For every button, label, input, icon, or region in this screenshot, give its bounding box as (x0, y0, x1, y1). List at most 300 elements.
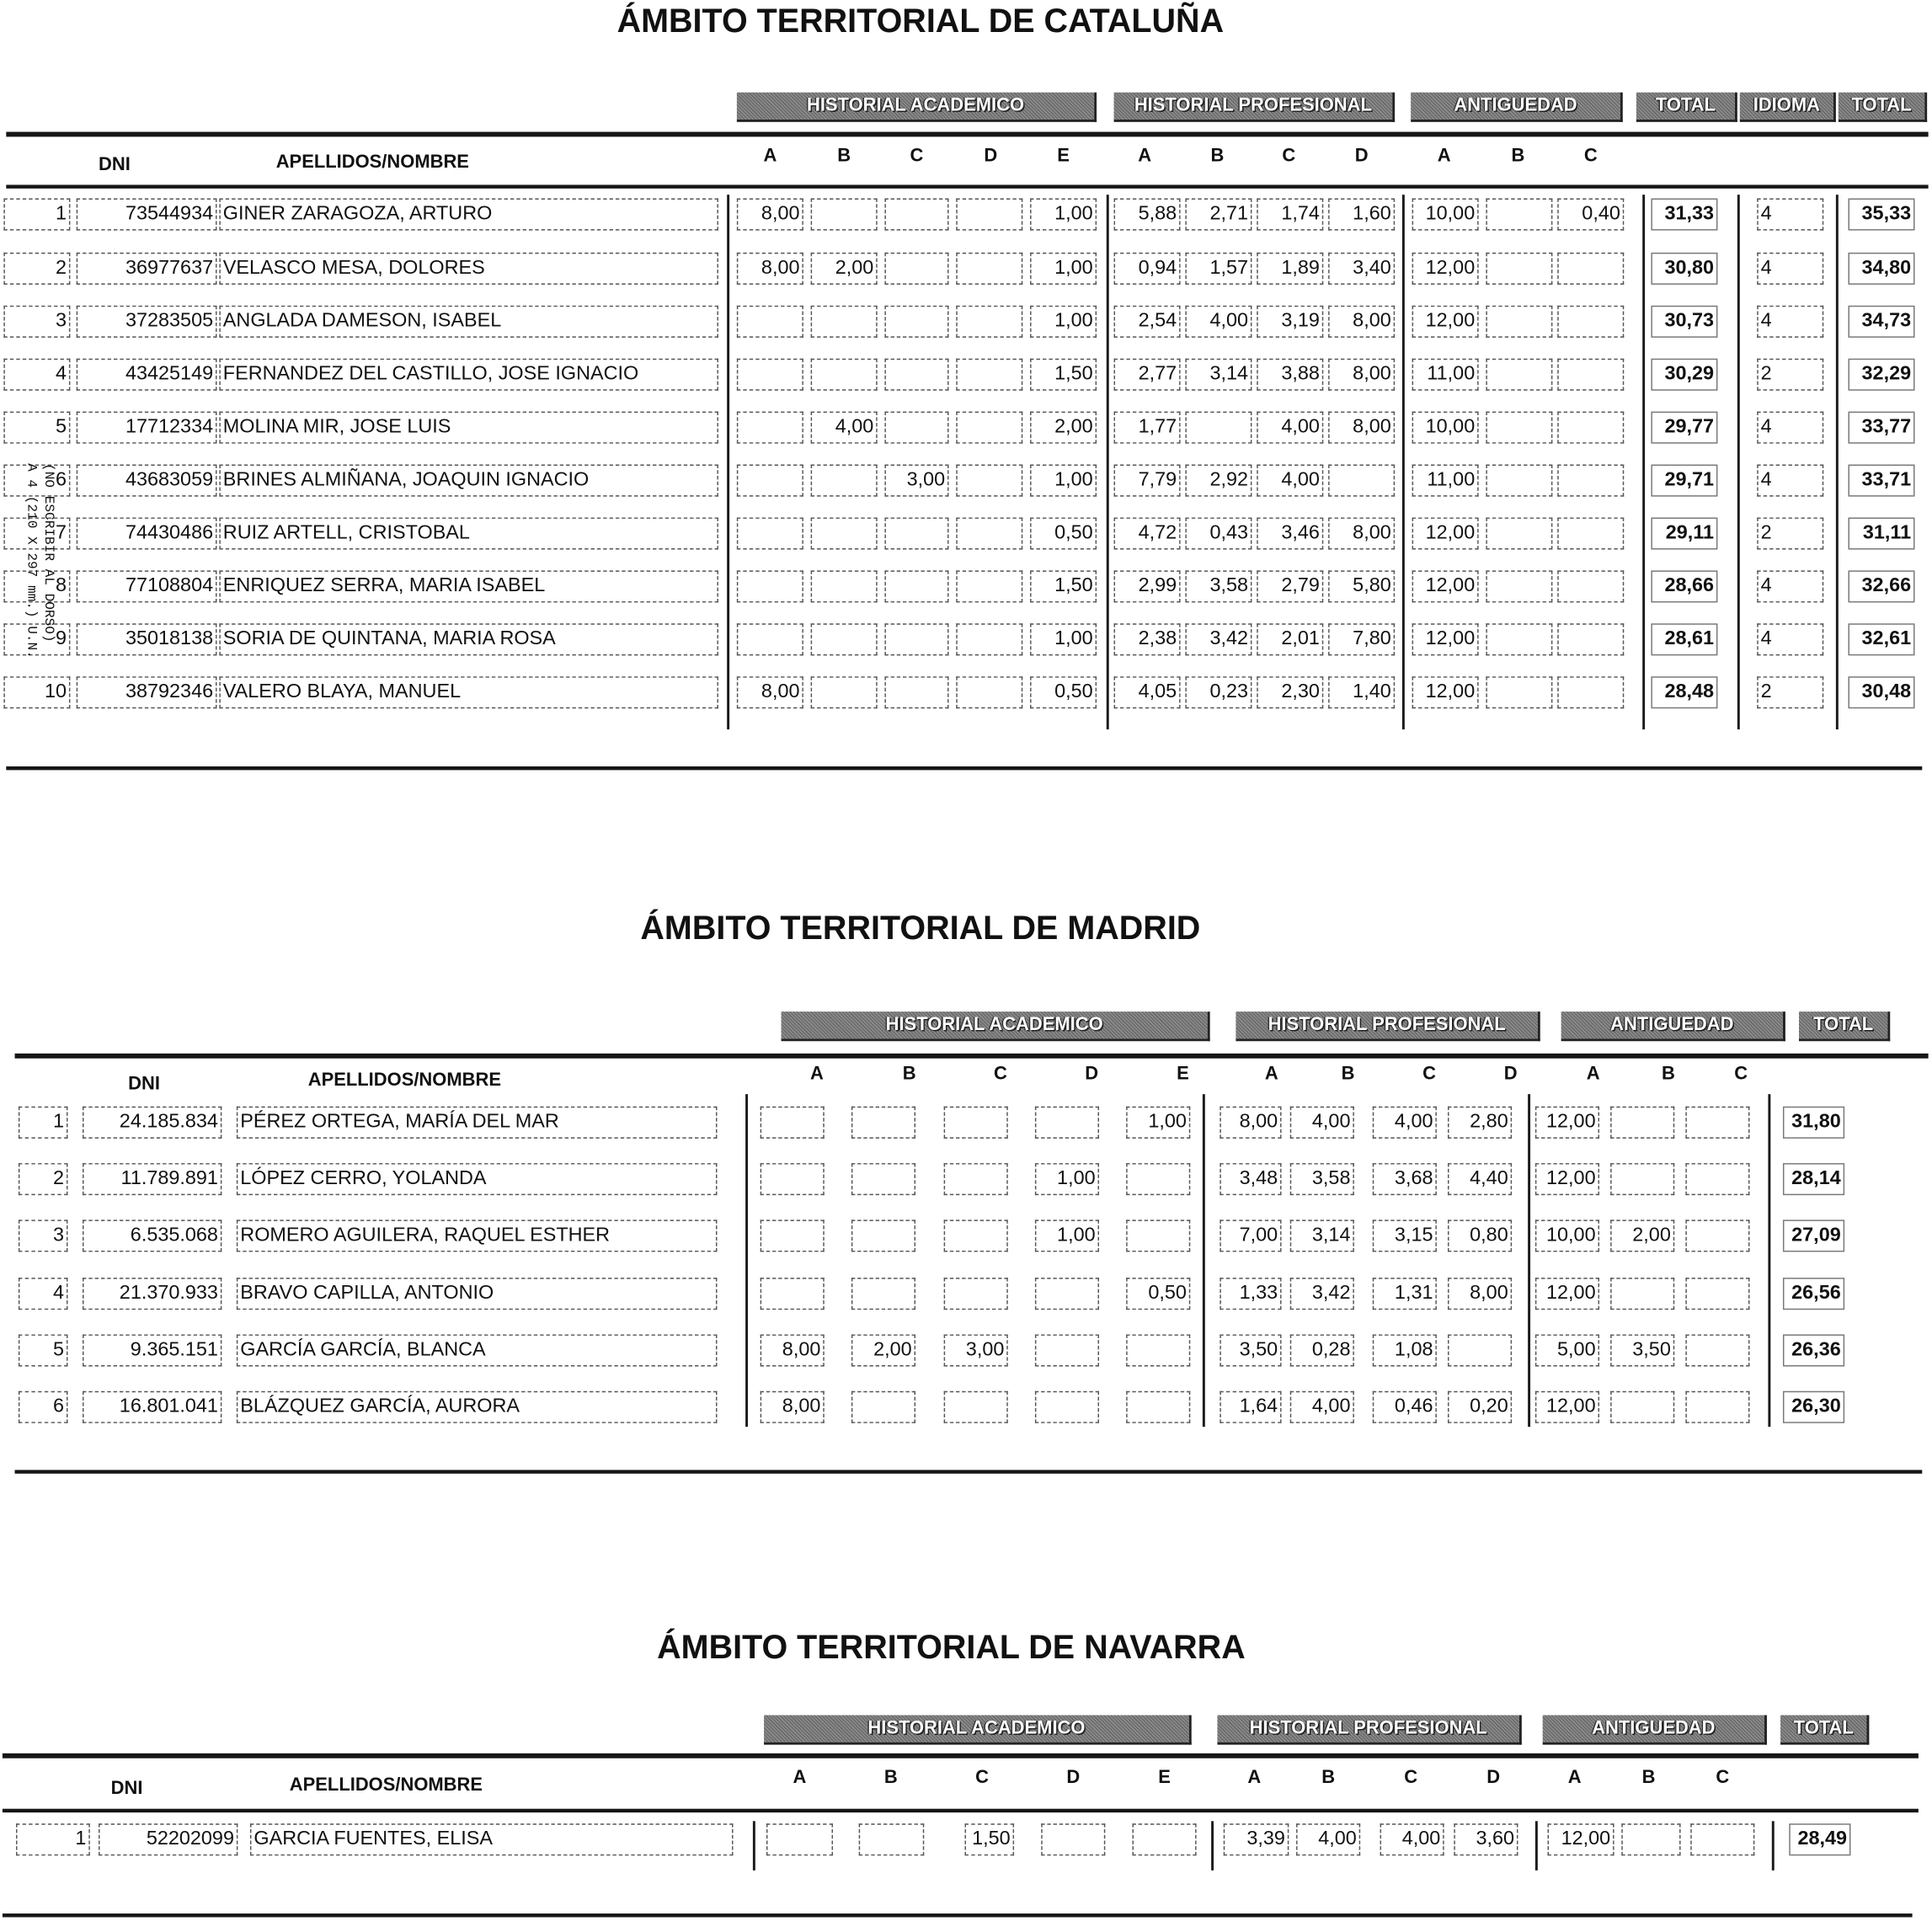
score-cell (944, 1391, 1008, 1423)
column-letter: C (1716, 1766, 1730, 1788)
score-cell: 2,00 (1610, 1220, 1674, 1252)
score-cell: 2,80 (1448, 1107, 1512, 1139)
score-cell: 4,40 (1448, 1163, 1512, 1195)
score-cell (884, 570, 948, 602)
score-cell: 1,50 (1030, 359, 1097, 391)
score-cell: 1,00 (1035, 1220, 1099, 1252)
header-rule (6, 132, 1928, 137)
score-cell (851, 1107, 915, 1139)
dni-cell: 17712334 (77, 412, 217, 444)
score-cell (1486, 623, 1552, 655)
column-letter: D (1486, 1766, 1501, 1788)
name-cell: LÓPEZ CERRO, YOLANDA (237, 1163, 718, 1195)
score-cell (1126, 1391, 1190, 1423)
column-group-header: HISTORIAL PROFESIONAL (1236, 1011, 1540, 1041)
column-letter: B (902, 1063, 916, 1085)
score-cell (1610, 1107, 1674, 1139)
score-cell (1557, 465, 1624, 497)
score-cell: 1,00 (1030, 253, 1097, 285)
score-cell (859, 1823, 925, 1855)
column-divider (1107, 195, 1109, 729)
name-cell: VALERO BLAYA, MANUEL (219, 676, 718, 708)
row-number: 5 (19, 1334, 68, 1366)
score-cell: 8,00 (1328, 517, 1395, 549)
header-rule (6, 184, 1928, 188)
header-rule (15, 1054, 1929, 1059)
column-letter: B (883, 1766, 898, 1788)
score-cell: 11,00 (1412, 359, 1479, 391)
score-cell: 0,50 (1030, 517, 1097, 549)
score-cell: 5,88 (1114, 199, 1181, 231)
score-cell: 3,15 (1373, 1220, 1437, 1252)
section-bottom-rule (15, 1470, 1923, 1473)
score-cell: 4,00 (811, 412, 878, 444)
column-divider (1772, 1821, 1775, 1871)
score-cell: 12,00 (1535, 1391, 1599, 1423)
name-header: APELLIDOS/NOMBRE (289, 1774, 483, 1796)
score-cell: 12,00 (1412, 676, 1479, 708)
score-cell: 2,79 (1257, 570, 1323, 602)
score-cell: 3,46 (1257, 517, 1323, 549)
dni-cell: 36977637 (77, 253, 217, 285)
score-cell (1486, 676, 1552, 708)
row-number: 10 (3, 676, 70, 708)
score-cell: 4,00 (1290, 1107, 1354, 1139)
score-cell: 3,00 (884, 465, 948, 497)
score-cell: 2,01 (1257, 623, 1323, 655)
score-cell (944, 1163, 1008, 1195)
row-number: 1 (3, 199, 70, 231)
name-header: APELLIDOS/NOMBRE (275, 151, 469, 173)
idioma-cell: 2 (1757, 676, 1823, 708)
score-cell (1685, 1278, 1749, 1310)
score-cell: 1,50 (965, 1823, 1015, 1855)
score-cell (1035, 1278, 1099, 1310)
name-header: APELLIDOS/NOMBRE (307, 1069, 501, 1091)
row-number: 7 (3, 517, 70, 549)
section-title: ÁMBITO TERRITORIAL DE NAVARRA (657, 1629, 1246, 1666)
column-letter: D (1503, 1063, 1518, 1085)
score-cell (1486, 570, 1552, 602)
column-divider (1737, 195, 1740, 729)
score-cell: 4,05 (1114, 676, 1181, 708)
total-cell: 29,77 (1651, 412, 1717, 444)
name-cell: FERNANDEZ DEL CASTILLO, JOSE IGNACIO (219, 359, 718, 391)
score-cell (1685, 1334, 1749, 1366)
score-cell: 0,46 (1373, 1391, 1437, 1423)
score-cell: 1,60 (1328, 199, 1395, 231)
score-cell (956, 517, 1022, 549)
score-cell (884, 412, 948, 444)
total-cell: 28,49 (1789, 1823, 1850, 1855)
score-cell (811, 570, 878, 602)
score-cell (884, 517, 948, 549)
score-cell: 4,00 (1257, 465, 1323, 497)
score-cell (1035, 1334, 1099, 1366)
score-cell: 8,00 (1448, 1278, 1512, 1310)
score-cell (1486, 465, 1552, 497)
dni-cell: 73544934 (77, 199, 217, 231)
column-letter: A (1586, 1063, 1600, 1085)
column-letter: E (1177, 1063, 1189, 1085)
score-cell: 0,80 (1448, 1220, 1512, 1252)
column-letter: D (1066, 1766, 1081, 1788)
score-cell: 8,00 (761, 1334, 825, 1366)
column-letter: B (1341, 1063, 1355, 1085)
score-cell: 2,38 (1114, 623, 1181, 655)
column-letter: A (793, 1766, 807, 1788)
score-cell (851, 1163, 915, 1195)
column-letter: B (1661, 1063, 1675, 1085)
score-cell (1685, 1391, 1749, 1423)
row-number: 5 (3, 412, 70, 444)
score-cell: 3,60 (1454, 1823, 1518, 1855)
column-group-header: TOTAL (1636, 93, 1737, 122)
score-cell: 4,00 (1380, 1823, 1444, 1855)
idioma-cell: 4 (1757, 412, 1823, 444)
score-cell (1557, 306, 1624, 338)
score-cell: 3,00 (944, 1334, 1008, 1366)
header-rule (3, 1809, 1919, 1812)
column-letter: A (810, 1063, 824, 1085)
score-cell (956, 623, 1022, 655)
score-cell: 8,00 (737, 199, 803, 231)
total-cell: 26,30 (1783, 1391, 1844, 1423)
score-cell: 3,50 (1220, 1334, 1281, 1366)
score-cell (956, 676, 1022, 708)
column-letter: C (994, 1063, 1007, 1085)
score-cell (1035, 1107, 1099, 1139)
score-cell (851, 1278, 915, 1310)
name-cell: ANGLADA DAMESON, ISABEL (219, 306, 718, 338)
total-cell: 28,61 (1651, 623, 1717, 655)
row-number: 6 (19, 1391, 68, 1423)
column-group-header: HISTORIAL ACADEMICO (737, 93, 1097, 122)
column-letter: B (1511, 145, 1525, 167)
score-cell (884, 676, 948, 708)
dni-cell: 77108804 (77, 570, 217, 602)
score-cell: 1,77 (1114, 412, 1181, 444)
idioma-cell: 4 (1757, 465, 1823, 497)
name-cell: PÉREZ ORTEGA, MARÍA DEL MAR (237, 1107, 718, 1139)
column-group-header: HISTORIAL ACADEMICO (764, 1716, 1192, 1745)
score-cell: 12,00 (1412, 623, 1479, 655)
total-cell: 26,56 (1783, 1278, 1844, 1310)
score-cell (1557, 570, 1624, 602)
score-cell: 7,80 (1328, 623, 1395, 655)
dni-cell: 52202099 (99, 1823, 237, 1855)
dni-header: DNI (128, 1073, 160, 1095)
score-cell (1486, 517, 1552, 549)
score-cell: 4,00 (1373, 1107, 1437, 1139)
row-number: 4 (3, 359, 70, 391)
score-cell (1035, 1391, 1099, 1423)
column-divider (1642, 195, 1645, 729)
row-number: 2 (3, 253, 70, 285)
idioma-cell: 4 (1757, 306, 1823, 338)
score-cell (851, 1220, 915, 1252)
score-cell (1557, 359, 1624, 391)
score-cell: 3,14 (1185, 359, 1252, 391)
score-cell: 0,94 (1114, 253, 1181, 285)
total-cell: 30,48 (1849, 676, 1915, 708)
side-note-size: A 4 (210 X 297 mm.) U.N. (23, 463, 39, 659)
score-cell (1041, 1823, 1105, 1855)
score-cell (1133, 1823, 1197, 1855)
score-cell: 3,88 (1257, 359, 1323, 391)
section-bottom-rule (3, 1913, 1913, 1917)
column-divider (1535, 1821, 1538, 1871)
score-cell (1328, 465, 1395, 497)
score-cell (956, 253, 1022, 285)
score-cell (761, 1220, 825, 1252)
score-cell: 2,92 (1185, 465, 1252, 497)
score-cell: 11,00 (1412, 465, 1479, 497)
score-cell (737, 359, 803, 391)
column-letter: B (1321, 1766, 1336, 1788)
score-cell: 1,08 (1373, 1334, 1437, 1366)
column-letter: C (1583, 145, 1598, 167)
total-cell: 34,73 (1849, 306, 1915, 338)
score-cell (737, 306, 803, 338)
column-group-header: TOTAL (1799, 1011, 1890, 1041)
score-cell: 8,00 (1328, 306, 1395, 338)
score-cell: 1,00 (1035, 1163, 1099, 1195)
column-divider (1402, 195, 1405, 729)
score-cell (1557, 623, 1624, 655)
dni-cell: 74430486 (77, 517, 217, 549)
score-cell (884, 253, 948, 285)
score-cell: 3,42 (1290, 1278, 1354, 1310)
score-cell (1126, 1163, 1190, 1195)
total-cell: 31,33 (1651, 199, 1717, 231)
total-cell: 30,80 (1651, 253, 1717, 285)
total-cell: 32,61 (1849, 623, 1915, 655)
score-cell: 10,00 (1412, 199, 1479, 231)
column-group-header: HISTORIAL PROFESIONAL (1114, 93, 1396, 122)
column-group-header: ANTIGUEDAD (1561, 1011, 1785, 1041)
score-cell (1557, 676, 1624, 708)
score-cell: 2,54 (1114, 306, 1181, 338)
score-cell (737, 517, 803, 549)
row-number: 3 (3, 306, 70, 338)
dni-header: DNI (110, 1778, 143, 1799)
score-cell (811, 199, 878, 231)
score-cell (956, 570, 1022, 602)
name-cell: GARCÍA GARCÍA, BLANCA (237, 1334, 718, 1366)
name-cell: RUIZ ARTELL, CRISTOBAL (219, 517, 718, 549)
total-cell: 28,66 (1651, 570, 1717, 602)
score-cell (761, 1163, 825, 1195)
column-letter: A (1264, 1063, 1278, 1085)
name-cell: BLÁZQUEZ GARCÍA, AURORA (237, 1391, 718, 1423)
score-cell (737, 570, 803, 602)
dni-cell: 24.185.834 (83, 1107, 221, 1139)
column-group-header: ANTIGUEDAD (1411, 93, 1623, 122)
score-cell (1610, 1391, 1674, 1423)
score-cell: 10,00 (1535, 1220, 1599, 1252)
score-cell: 1,00 (1126, 1107, 1190, 1139)
score-cell (1621, 1823, 1680, 1855)
score-cell: 2,00 (811, 253, 878, 285)
score-cell (1448, 1334, 1512, 1366)
total-cell: 30,29 (1651, 359, 1717, 391)
score-cell (1486, 199, 1552, 231)
score-cell: 2,77 (1114, 359, 1181, 391)
column-letter: C (975, 1766, 989, 1788)
column-letter: A (763, 145, 777, 167)
dni-cell: 37283505 (77, 306, 217, 338)
column-divider (1211, 1821, 1214, 1871)
column-letter: D (1085, 1063, 1099, 1085)
score-cell: 4,00 (1257, 412, 1323, 444)
score-cell: 4,72 (1114, 517, 1181, 549)
row-number: 9 (3, 623, 70, 655)
score-cell: 7,79 (1114, 465, 1181, 497)
score-cell: 1,00 (1030, 465, 1097, 497)
name-cell: SORIA DE QUINTANA, MARIA ROSA (219, 623, 718, 655)
total-cell: 32,29 (1849, 359, 1915, 391)
score-cell (884, 306, 948, 338)
score-cell (944, 1278, 1008, 1310)
score-cell (811, 359, 878, 391)
score-cell: 0,50 (1126, 1278, 1190, 1310)
score-cell (1690, 1823, 1754, 1855)
dni-cell: 9.365.151 (83, 1334, 221, 1366)
score-cell (956, 306, 1022, 338)
total-cell: 33,77 (1849, 412, 1915, 444)
column-group-header: TOTAL (1780, 1716, 1869, 1745)
total-cell: 28,48 (1651, 676, 1717, 708)
score-cell (1557, 412, 1624, 444)
score-cell (737, 465, 803, 497)
column-divider (1203, 1094, 1205, 1427)
score-cell: 0,28 (1290, 1334, 1354, 1366)
score-cell (1557, 517, 1624, 549)
score-cell (761, 1278, 825, 1310)
score-cell (956, 465, 1022, 497)
score-cell (1610, 1163, 1674, 1195)
total-cell: 27,09 (1783, 1220, 1844, 1252)
score-cell: 1,33 (1220, 1278, 1281, 1310)
score-cell (1685, 1107, 1749, 1139)
score-cell (1126, 1220, 1190, 1252)
name-cell: VELASCO MESA, DOLORES (219, 253, 718, 285)
column-letter: C (1422, 1063, 1437, 1085)
score-cell: 12,00 (1535, 1278, 1599, 1310)
column-letter: B (1210, 145, 1225, 167)
total-cell: 30,73 (1651, 306, 1717, 338)
dni-cell: 35018138 (77, 623, 217, 655)
dni-cell: 43425149 (77, 359, 217, 391)
score-cell: 1,40 (1328, 676, 1395, 708)
score-cell: 8,00 (737, 253, 803, 285)
score-cell: 8,00 (1328, 412, 1395, 444)
score-cell (737, 412, 803, 444)
column-letter: E (1158, 1766, 1171, 1788)
column-divider (753, 1821, 755, 1871)
score-cell (956, 199, 1022, 231)
idioma-cell: 4 (1757, 253, 1823, 285)
score-cell (944, 1107, 1008, 1139)
dni-cell: 6.535.068 (83, 1220, 221, 1252)
score-cell: 3,58 (1290, 1163, 1354, 1195)
score-cell: 8,00 (761, 1391, 825, 1423)
score-cell: 12,00 (1535, 1163, 1599, 1195)
score-cell: 4,00 (1296, 1823, 1360, 1855)
score-cell: 1,50 (1030, 570, 1097, 602)
score-cell: 4,00 (1290, 1391, 1354, 1423)
name-cell: GARCIA FUENTES, ELISA (250, 1823, 733, 1855)
score-cell: 0,50 (1030, 676, 1097, 708)
score-cell: 12,00 (1412, 570, 1479, 602)
dni-cell: 11.789.891 (83, 1163, 221, 1195)
score-cell (884, 359, 948, 391)
score-cell (956, 412, 1022, 444)
score-cell: 2,00 (851, 1334, 915, 1366)
score-cell (811, 676, 878, 708)
dni-cell: 38792346 (77, 676, 217, 708)
column-group-header: ANTIGUEDAD (1543, 1716, 1767, 1745)
total-cell: 29,11 (1651, 517, 1717, 549)
section-title: ÁMBITO TERRITORIAL DE CATALUÑA (616, 2, 1225, 40)
score-cell: 8,00 (1220, 1107, 1281, 1139)
side-note: (NO ESCRIBIR AL DORSO) (40, 463, 56, 643)
score-cell (811, 623, 878, 655)
score-cell (1486, 306, 1552, 338)
name-cell: GINER ZARAGOZA, ARTURO (219, 199, 718, 231)
score-cell: 0,20 (1448, 1391, 1512, 1423)
score-cell: 2,30 (1257, 676, 1323, 708)
name-cell: ROMERO AGUILERA, RAQUEL ESTHER (237, 1220, 718, 1252)
column-group-header: HISTORIAL PROFESIONAL (1217, 1716, 1521, 1745)
idioma-cell: 2 (1757, 517, 1823, 549)
score-cell (1126, 1334, 1190, 1366)
dni-header: DNI (99, 153, 131, 175)
section-bottom-rule (6, 766, 1922, 770)
dni-cell: 43683059 (77, 465, 217, 497)
column-letter: E (1057, 145, 1070, 167)
score-cell: 3,50 (1610, 1334, 1674, 1366)
column-letter: C (1734, 1063, 1748, 1085)
score-cell (884, 199, 948, 231)
score-cell: 3,48 (1220, 1163, 1281, 1195)
score-cell: 3,40 (1328, 253, 1395, 285)
score-cell: 1,00 (1030, 306, 1097, 338)
column-letter: C (1404, 1766, 1418, 1788)
score-cell: 1,64 (1220, 1391, 1281, 1423)
total-cell: 31,80 (1783, 1107, 1844, 1139)
score-cell (884, 623, 948, 655)
score-cell: 0,40 (1557, 199, 1624, 231)
score-cell (811, 517, 878, 549)
score-cell: 10,00 (1412, 412, 1479, 444)
score-cell: 8,00 (1328, 359, 1395, 391)
score-cell: 12,00 (1412, 517, 1479, 549)
column-group-header: IDIOMA (1740, 93, 1836, 122)
score-cell: 1,74 (1257, 199, 1323, 231)
score-cell (1610, 1278, 1674, 1310)
score-cell: 3,68 (1373, 1163, 1437, 1195)
section-title: ÁMBITO TERRITORIAL DE MADRID (640, 909, 1201, 947)
column-divider (1836, 195, 1839, 729)
row-number: 8 (3, 570, 70, 602)
score-cell: 3,39 (1224, 1823, 1289, 1855)
score-cell: 1,00 (1030, 623, 1097, 655)
column-divider (727, 195, 729, 729)
score-cell: 1,89 (1257, 253, 1323, 285)
score-cell (1685, 1220, 1749, 1252)
